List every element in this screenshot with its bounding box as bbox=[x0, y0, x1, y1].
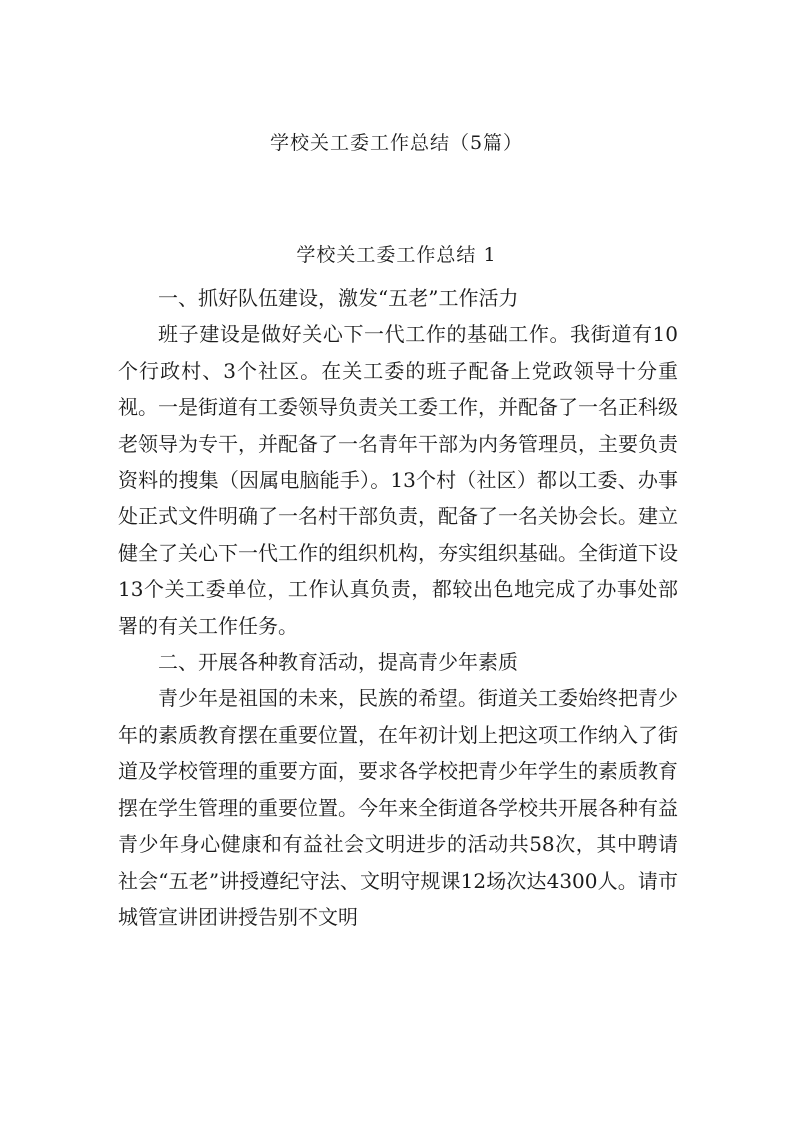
paragraph-1: 班子建设是做好关心下一代工作的基础工作。我街道有10个行政村、3个社区。在关工委的班子配备上党政领导十分重视。一是街道有工委领导负责关工委工作，并配备了一名正科级老领导为专干，并配备了一名青年干部为内务管理员，主要负责资料的搜集（因属电脑能手）。13个村（社区）都以工委、办事处正式文件明确了一名村干部负责，配备了一名关协会长。建立健全了关心下一代工作的组织机构，夯实组织基础。全街道下设13个关工委单位，工作认真负责，都较出色地完成了办事处部署的有关工作任务。 bbox=[118, 322, 678, 638]
paragraph-heading-2: 二、开展各种教育活动，提高青少年素质 bbox=[158, 650, 518, 675]
section-title: 学校关工委工作总结 1 bbox=[296, 244, 497, 266]
document-body bbox=[118, 280, 678, 935]
paragraph-2: 青少年是祖国的未来，民族的希望。街道关工委始终把青少年的素质教育摆在重要位置，在年初计划上把这项工作纳入了街道及学校管理的重要方面，要求各学校把青少年学生的素质教育摆在学生管理的重要位置。今年来全街道各学校共开展各种有益青少年身心健康和有益社会文明进步的活动共58次，其中聘请社会“五老”讲授遵纪守法、文明守规课12场次达4300人。请市城管宣讲团讲授告别不文明 bbox=[118, 686, 678, 929]
paragraph-heading-1: 一、抓好队伍建设，激发“五老”工作活力 bbox=[158, 286, 519, 310]
document-title: 学校关工委工作总结（5篇） bbox=[269, 132, 524, 154]
